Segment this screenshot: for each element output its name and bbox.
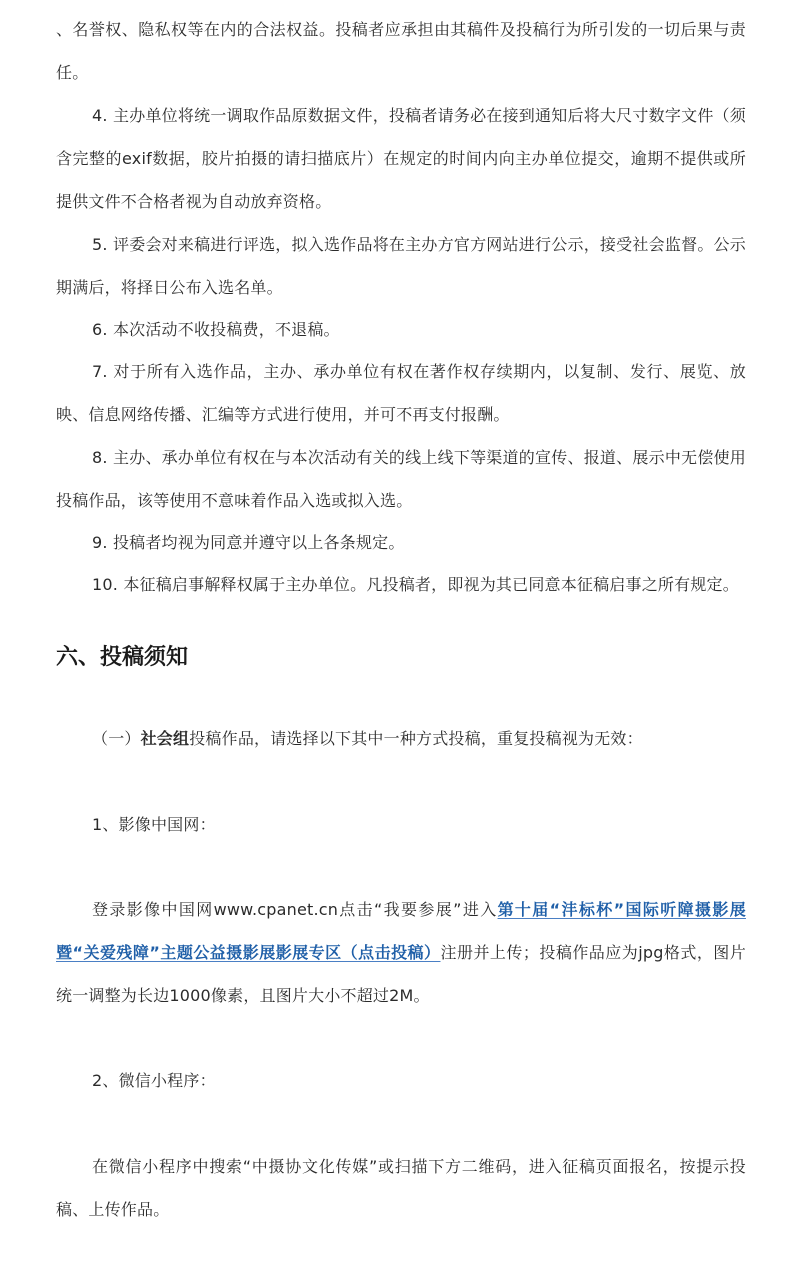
upload-zone-link[interactable]: 第十届“沣标杯”国际听障摄影展暨“关爱残障”主题公益摄影展影展专区（点击投稿） [56,900,746,962]
rule-7: 7. 对于所有入选作品，主办、承办单位有权在著作权存续期内，以复制、发行、展览、放映、信息网络传播、汇编等方式进行使用，并可不再支付报酬。 [56,362,746,424]
method-1-text [56,888,746,1017]
method-1-title: 1、影像中国网： [92,815,216,834]
rule-9: 9. 投稿者均视为同意并遵守以上各条规定。 [92,533,405,552]
group-intro-rest: 投稿作品，请选择以下其中一种方式投稿，重复投稿视为无效： [189,729,643,748]
method-2-text: 在微信小程序中搜索“中摄协文化传媒”或扫描下方二维码，进入征稿页面报名，按提示投稿、上传作品。 [56,1157,746,1219]
section-6-title: 六、投稿须知 [56,645,189,670]
group-intro [56,717,746,760]
method-2-title: 2、微信小程序： [92,1071,216,1090]
group-intro-bold: 社会组 [140,729,190,748]
method-1-prefix: 登录影像中国网www.cpanet.cn点击“我要参展”进入 [92,900,498,919]
rule-3-continuation: 、名誉权、隐私权等在内的合法权益。投稿者应承担由其稿件及投稿行为所引发的一切后果与责任。 [56,20,746,82]
group-intro-prefix: （一） [92,729,141,748]
rule-5: 5. 评委会对来稿进行评选，拟入选作品将在主办方官方网站进行公示，接受社会监督。公示期满后，将择日公布入选名单。 [56,235,746,297]
rule-10: 10. 本征稿启事解释权属于主办单位。凡投稿者，即视为其已同意本征稿启事之所有规定。 [92,575,739,594]
rule-4: 4. 主办单位将统一调取作品原数据文件，投稿者请务必在接到通知后将大尺寸数字文件（须含完整的exif数据，胶片拍摄的请扫描底片）在规定的时间内向主办单位提交，逾期不提供或所提供文件不合格者视为自动放弃资格。 [56,106,746,211]
rule-6: 6. 本次活动不收投稿费，不退稿。 [92,320,340,339]
rule-8: 8. 主办、承办单位有权在与本次活动有关的线上线下等渠道的宣传、报道、展示中无偿使用投稿作品，该等使用不意味着作品入选或拟入选。 [56,448,746,510]
method-1-suffix: 注册并上传；投稿作品应为jpg格式，图片统一调整为长边1000像素，且图片大小不超过2M。 [56,943,746,1005]
